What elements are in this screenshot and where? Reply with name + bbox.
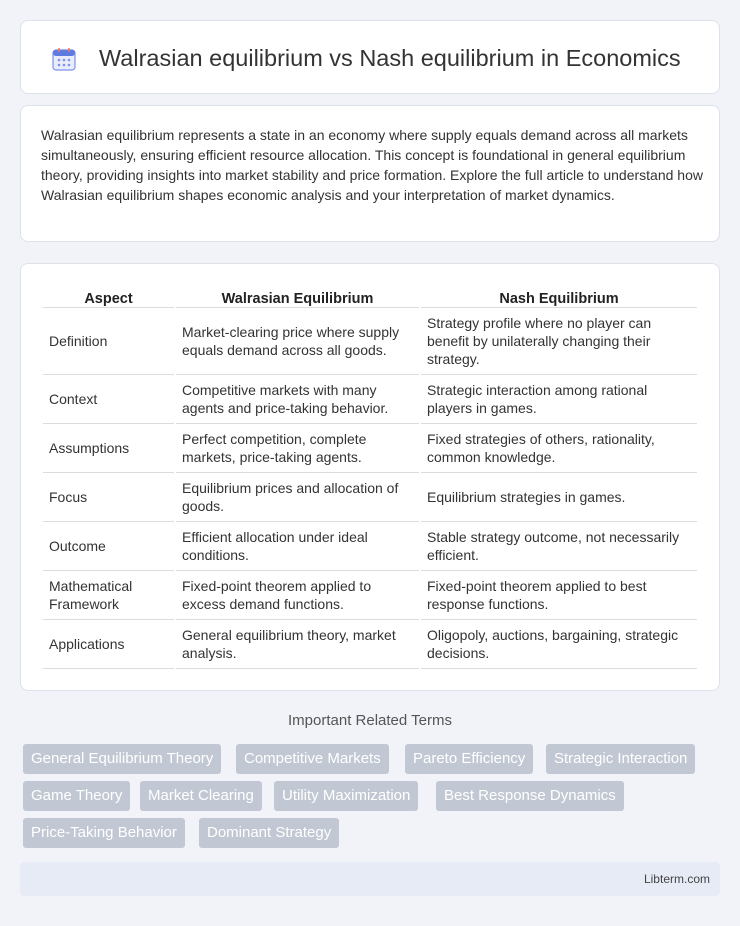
walrasian-cell: Market-clearing price where supply equals demand across all goods.: [176, 308, 419, 375]
comparison-table: [41, 284, 699, 669]
walrasian-cell: Perfect competition, complete markets, price-taking agents.: [176, 424, 419, 473]
aspect-cell: Applications: [43, 620, 174, 669]
walrasian-cell: Fixed-point theorem applied to excess demand functions.: [176, 571, 419, 620]
aspect-cell: Focus: [43, 473, 174, 522]
walrasian-cell: General equilibrium theory, market analysis.: [176, 620, 419, 669]
related-terms-heading: Important Related Terms: [288, 712, 452, 729]
table-row: [43, 522, 697, 571]
nash-cell: Stable strategy outcome, not necessarily efficient.: [421, 522, 697, 571]
intro-card: [20, 105, 720, 242]
term-tag[interactable]: Pareto Efficiency: [405, 744, 533, 774]
table-row: [43, 308, 697, 375]
term-tag[interactable]: Strategic Interaction: [546, 744, 695, 774]
comparison-table-card: [20, 263, 720, 691]
aspect-cell: Context: [43, 375, 174, 424]
header-walrasian: Walrasian Equilibrium: [176, 284, 419, 308]
header-nash: Nash Equilibrium: [421, 284, 697, 308]
walrasian-cell: Equilibrium prices and allocation of goods.: [176, 473, 419, 522]
nash-cell: Fixed strategies of others, rationality, common knowledge.: [421, 424, 697, 473]
header-aspect: Aspect: [43, 284, 174, 308]
term-tag[interactable]: Best Response Dynamics: [436, 781, 624, 811]
table-row: [43, 375, 697, 424]
term-tag[interactable]: Price-Taking Behavior: [23, 818, 185, 848]
nash-cell: Oligopoly, auctions, bargaining, strategic decisions.: [421, 620, 697, 669]
aspect-cell: Mathematical Framework: [43, 571, 174, 620]
aspect-cell: Definition: [43, 308, 174, 375]
page-title: Walrasian equilibrium vs Nash equilibrium in Economics: [99, 45, 681, 71]
footer-site-link[interactable]: Libterm.com: [643, 872, 710, 886]
aspect-cell: Outcome: [43, 522, 174, 571]
table-row: [43, 620, 697, 669]
term-tag[interactable]: Utility Maximization: [274, 781, 418, 811]
table-header-row: [43, 284, 697, 308]
aspect-cell: Assumptions: [43, 424, 174, 473]
footer: [20, 862, 720, 896]
term-tag[interactable]: Market Clearing: [140, 781, 262, 811]
walrasian-cell: Competitive markets with many agents and price-taking behavior.: [176, 375, 419, 424]
term-tag[interactable]: General Equilibrium Theory: [23, 744, 221, 774]
term-tag[interactable]: Dominant Strategy: [199, 818, 339, 848]
nash-cell: Fixed-point theorem applied to best response functions.: [421, 571, 697, 620]
term-tag[interactable]: Competitive Markets: [236, 744, 389, 774]
table-row: [43, 571, 697, 620]
header-card: [20, 20, 720, 94]
walrasian-cell: Efficient allocation under ideal conditions.: [176, 522, 419, 571]
nash-cell: Strategy profile where no player can benefit by unilaterally changing their strategy.: [421, 308, 697, 375]
table-row: [43, 424, 697, 473]
term-tag[interactable]: Game Theory: [23, 781, 130, 811]
table-row: [43, 473, 697, 522]
calendar-grid-icon: [52, 47, 76, 71]
nash-cell: Equilibrium strategies in games.: [421, 473, 697, 522]
intro-paragraph: Walrasian equilibrium represents a state in an economy where supply equals demand across all markets simultaneously, ensuring efficient resource allocation. This concept is foundational in general equilibrium theory, providing insights into market stability and price formation. Explore the full article to understand how Walrasian equilibrium shapes economic analysis and your interpretation of market dynamics.: [41, 127, 703, 203]
nash-cell: Strategic interaction among rational players in games.: [421, 375, 697, 424]
